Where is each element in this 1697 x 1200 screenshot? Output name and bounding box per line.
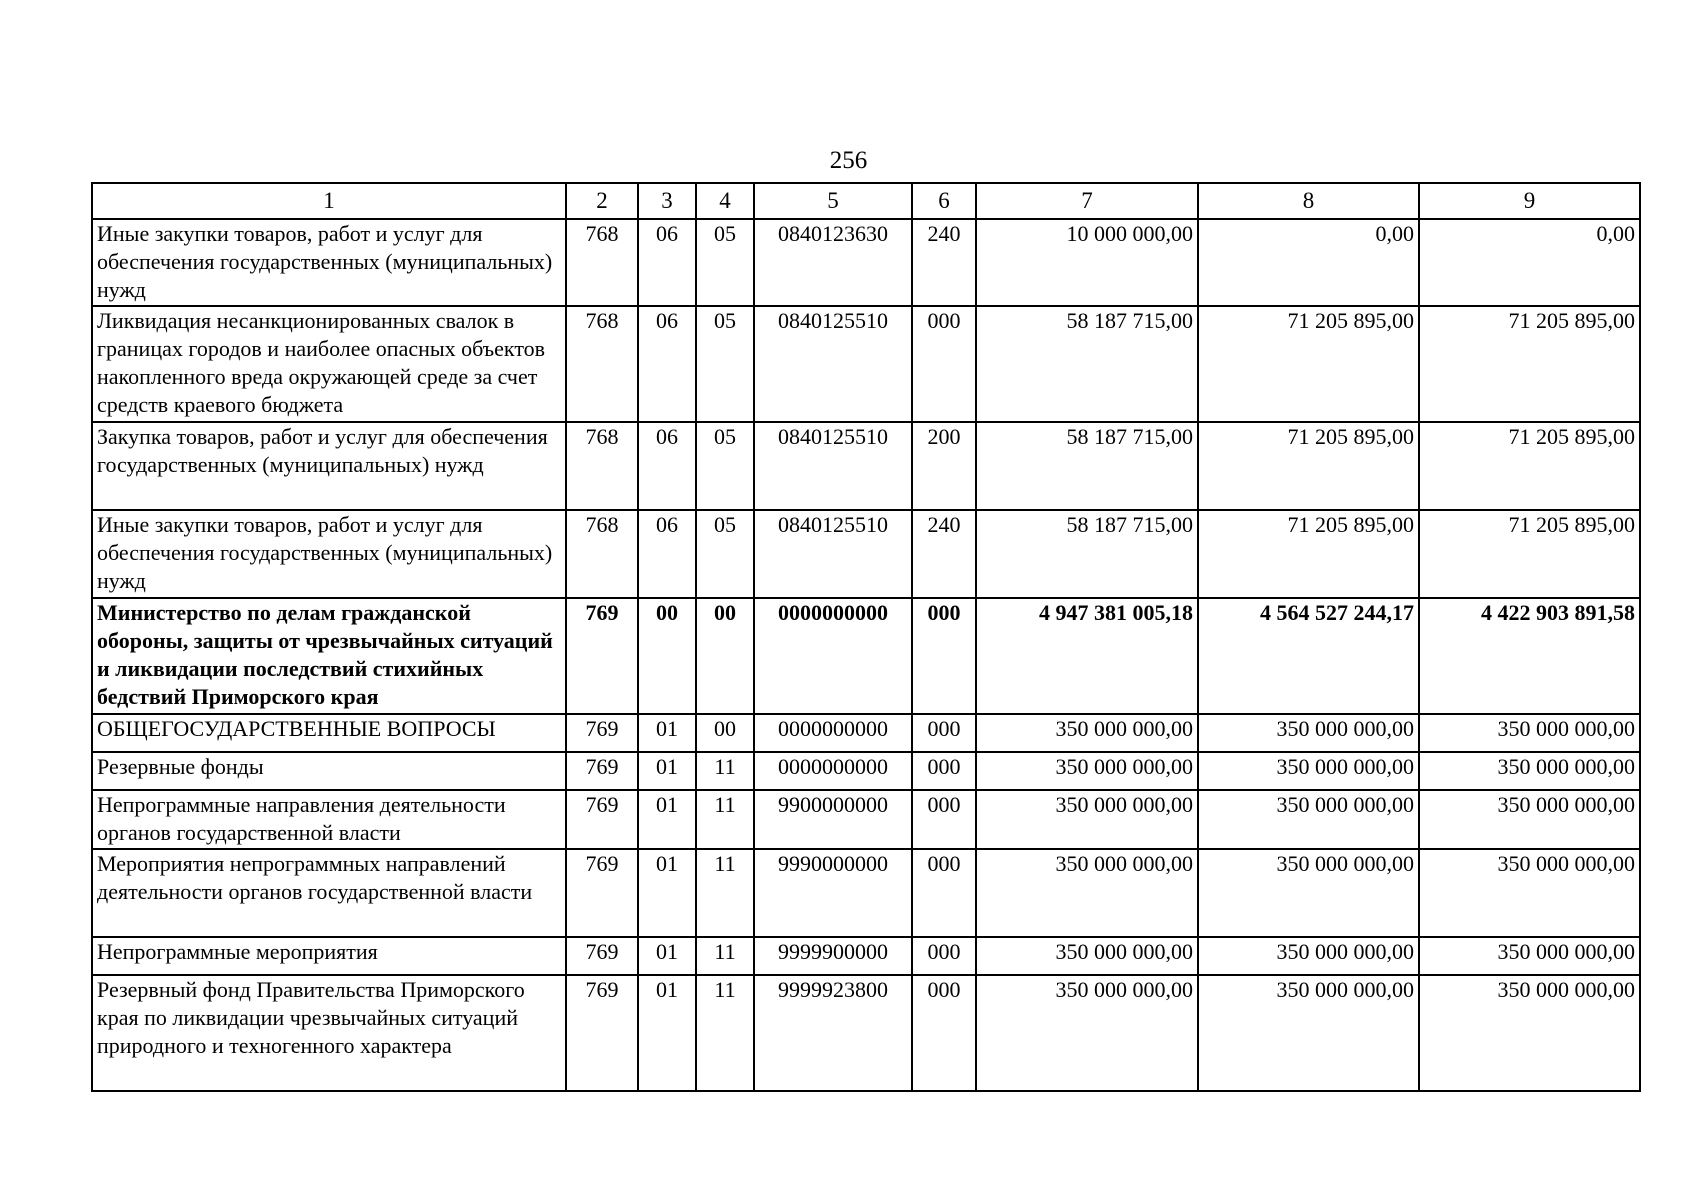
column-header: 8 — [1198, 183, 1419, 219]
table-row — [92, 790, 1640, 849]
amount-col-8: 71 205 895,00 — [1198, 306, 1419, 422]
ministry-code: 768 — [566, 219, 638, 306]
section-code: 00 — [638, 598, 696, 714]
target-article-code: 9900000000 — [754, 790, 912, 849]
table-row-ministry — [92, 598, 1640, 714]
amount-col-9: 350 000 000,00 — [1419, 937, 1640, 975]
amount-col-9: 71 205 895,00 — [1419, 306, 1640, 422]
row-name: Непрограммные направления деятельности органов государственной власти — [92, 790, 566, 849]
subsection-code: 11 — [696, 937, 754, 975]
table-row — [92, 849, 1640, 937]
budget-table — [91, 182, 1641, 1092]
row-name: Закупка товаров, работ и услуг для обеспечения государственных (муниципальных) нужд — [92, 422, 566, 510]
amount-col-8: 350 000 000,00 — [1198, 975, 1419, 1091]
expense-type-code: 240 — [912, 510, 976, 598]
row-name: Иные закупки товаров, работ и услуг для обеспечения государственных (муниципальных) нужд — [92, 510, 566, 598]
amount-col-8: 0,00 — [1198, 219, 1419, 306]
row-name: Министерство по делам гражданской обороны, защиты от чрезвычайных ситуаций и ликвидации последствий стихийных бедствий Приморского края — [92, 598, 566, 714]
table-row — [92, 714, 1640, 752]
row-name: Резервный фонд Правительства Приморского края по ликвидации чрезвычайных ситуаций природного и техногенного характера — [92, 975, 566, 1091]
amount-col-9: 350 000 000,00 — [1419, 849, 1640, 937]
table-row — [92, 510, 1640, 598]
amount-col-7: 350 000 000,00 — [976, 752, 1198, 790]
amount-col-9: 4 422 903 891,58 — [1419, 598, 1640, 714]
subsection-code: 00 — [696, 714, 754, 752]
section-code: 01 — [638, 752, 696, 790]
amount-col-8: 4 564 527 244,17 — [1198, 598, 1419, 714]
amount-col-9: 0,00 — [1419, 219, 1640, 306]
subsection-code: 11 — [696, 790, 754, 849]
ministry-code: 769 — [566, 714, 638, 752]
amount-col-7: 10 000 000,00 — [976, 219, 1198, 306]
table-row — [92, 306, 1640, 422]
subsection-code: 00 — [696, 598, 754, 714]
section-code: 06 — [638, 422, 696, 510]
section-code: 06 — [638, 306, 696, 422]
amount-col-7: 350 000 000,00 — [976, 975, 1198, 1091]
subsection-code: 11 — [696, 849, 754, 937]
amount-col-9: 350 000 000,00 — [1419, 790, 1640, 849]
amount-col-8: 350 000 000,00 — [1198, 714, 1419, 752]
target-article-code: 9999900000 — [754, 937, 912, 975]
amount-col-8: 350 000 000,00 — [1198, 849, 1419, 937]
amount-col-9: 71 205 895,00 — [1419, 422, 1640, 510]
row-name: ОБЩЕГОСУДАРСТВЕННЫЕ ВОПРОСЫ — [92, 714, 566, 752]
section-code: 01 — [638, 937, 696, 975]
expense-type-code: 000 — [912, 598, 976, 714]
expense-type-code: 000 — [912, 790, 976, 849]
ministry-code: 769 — [566, 790, 638, 849]
amount-col-7: 350 000 000,00 — [976, 937, 1198, 975]
ministry-code: 768 — [566, 306, 638, 422]
column-header: 9 — [1419, 183, 1640, 219]
ministry-code: 768 — [566, 422, 638, 510]
ministry-code: 769 — [566, 849, 638, 937]
target-article-code: 0840125510 — [754, 306, 912, 422]
table-row — [92, 937, 1640, 975]
amount-col-8: 350 000 000,00 — [1198, 752, 1419, 790]
target-article-code: 9990000000 — [754, 849, 912, 937]
expense-type-code: 000 — [912, 306, 976, 422]
amount-col-7: 4 947 381 005,18 — [976, 598, 1198, 714]
target-article-code: 9999923800 — [754, 975, 912, 1091]
column-header: 6 — [912, 183, 976, 219]
ministry-code: 768 — [566, 510, 638, 598]
expense-type-code: 200 — [912, 422, 976, 510]
section-code: 01 — [638, 849, 696, 937]
section-code: 06 — [638, 510, 696, 598]
row-name: Резервные фонды — [92, 752, 566, 790]
table-row — [92, 975, 1640, 1091]
amount-col-8: 350 000 000,00 — [1198, 790, 1419, 849]
row-name: Непрограммные мероприятия — [92, 937, 566, 975]
amount-col-8: 71 205 895,00 — [1198, 510, 1419, 598]
expense-type-code: 000 — [912, 849, 976, 937]
expense-type-code: 000 — [912, 937, 976, 975]
section-code: 01 — [638, 790, 696, 849]
target-article-code: 0840125510 — [754, 422, 912, 510]
table-row — [92, 219, 1640, 306]
amount-col-9: 350 000 000,00 — [1419, 752, 1640, 790]
expense-type-code: 000 — [912, 975, 976, 1091]
amount-col-9: 71 205 895,00 — [1419, 510, 1640, 598]
ministry-code: 769 — [566, 975, 638, 1091]
subsection-code: 05 — [696, 422, 754, 510]
target-article-code: 0000000000 — [754, 752, 912, 790]
row-name: Мероприятия непрограммных направлений деятельности органов государственной власти — [92, 849, 566, 937]
header-row — [92, 183, 1640, 219]
column-header: 7 — [976, 183, 1198, 219]
ministry-code: 769 — [566, 937, 638, 975]
column-header: 5 — [754, 183, 912, 219]
target-article-code: 0840123630 — [754, 219, 912, 306]
amount-col-7: 350 000 000,00 — [976, 714, 1198, 752]
ministry-code: 769 — [566, 598, 638, 714]
column-header: 4 — [696, 183, 754, 219]
subsection-code: 11 — [696, 975, 754, 1091]
row-name: Иные закупки товаров, работ и услуг для обеспечения государственных (муниципальных) нужд — [92, 219, 566, 306]
target-article-code: 0000000000 — [754, 714, 912, 752]
subsection-code: 11 — [696, 752, 754, 790]
amount-col-9: 350 000 000,00 — [1419, 975, 1640, 1091]
table-row — [92, 422, 1640, 510]
amount-col-7: 58 187 715,00 — [976, 422, 1198, 510]
ministry-code: 769 — [566, 752, 638, 790]
table-row — [92, 752, 1640, 790]
subsection-code: 05 — [696, 219, 754, 306]
page-number: 256 — [829, 147, 868, 174]
target-article-code: 0840125510 — [754, 510, 912, 598]
amount-col-7: 58 187 715,00 — [976, 306, 1198, 422]
expense-type-code: 000 — [912, 752, 976, 790]
section-code: 06 — [638, 219, 696, 306]
amount-col-7: 350 000 000,00 — [976, 849, 1198, 937]
expense-type-code: 240 — [912, 219, 976, 306]
column-header: 3 — [638, 183, 696, 219]
amount-col-9: 350 000 000,00 — [1419, 714, 1640, 752]
target-article-code: 0000000000 — [754, 598, 912, 714]
subsection-code: 05 — [696, 510, 754, 598]
expense-type-code: 000 — [912, 714, 976, 752]
subsection-code: 05 — [696, 306, 754, 422]
column-header: 2 — [566, 183, 638, 219]
amount-col-8: 350 000 000,00 — [1198, 937, 1419, 975]
section-code: 01 — [638, 714, 696, 752]
section-code: 01 — [638, 975, 696, 1091]
amount-col-7: 350 000 000,00 — [976, 790, 1198, 849]
amount-col-8: 71 205 895,00 — [1198, 422, 1419, 510]
column-header: 1 — [92, 183, 566, 219]
amount-col-7: 58 187 715,00 — [976, 510, 1198, 598]
row-name: Ликвидация несанкционированных свалок в границах городов и наиболее опасных объектов накопленного вреда окружающей среде за счет средств краевого бюджета — [92, 306, 566, 422]
